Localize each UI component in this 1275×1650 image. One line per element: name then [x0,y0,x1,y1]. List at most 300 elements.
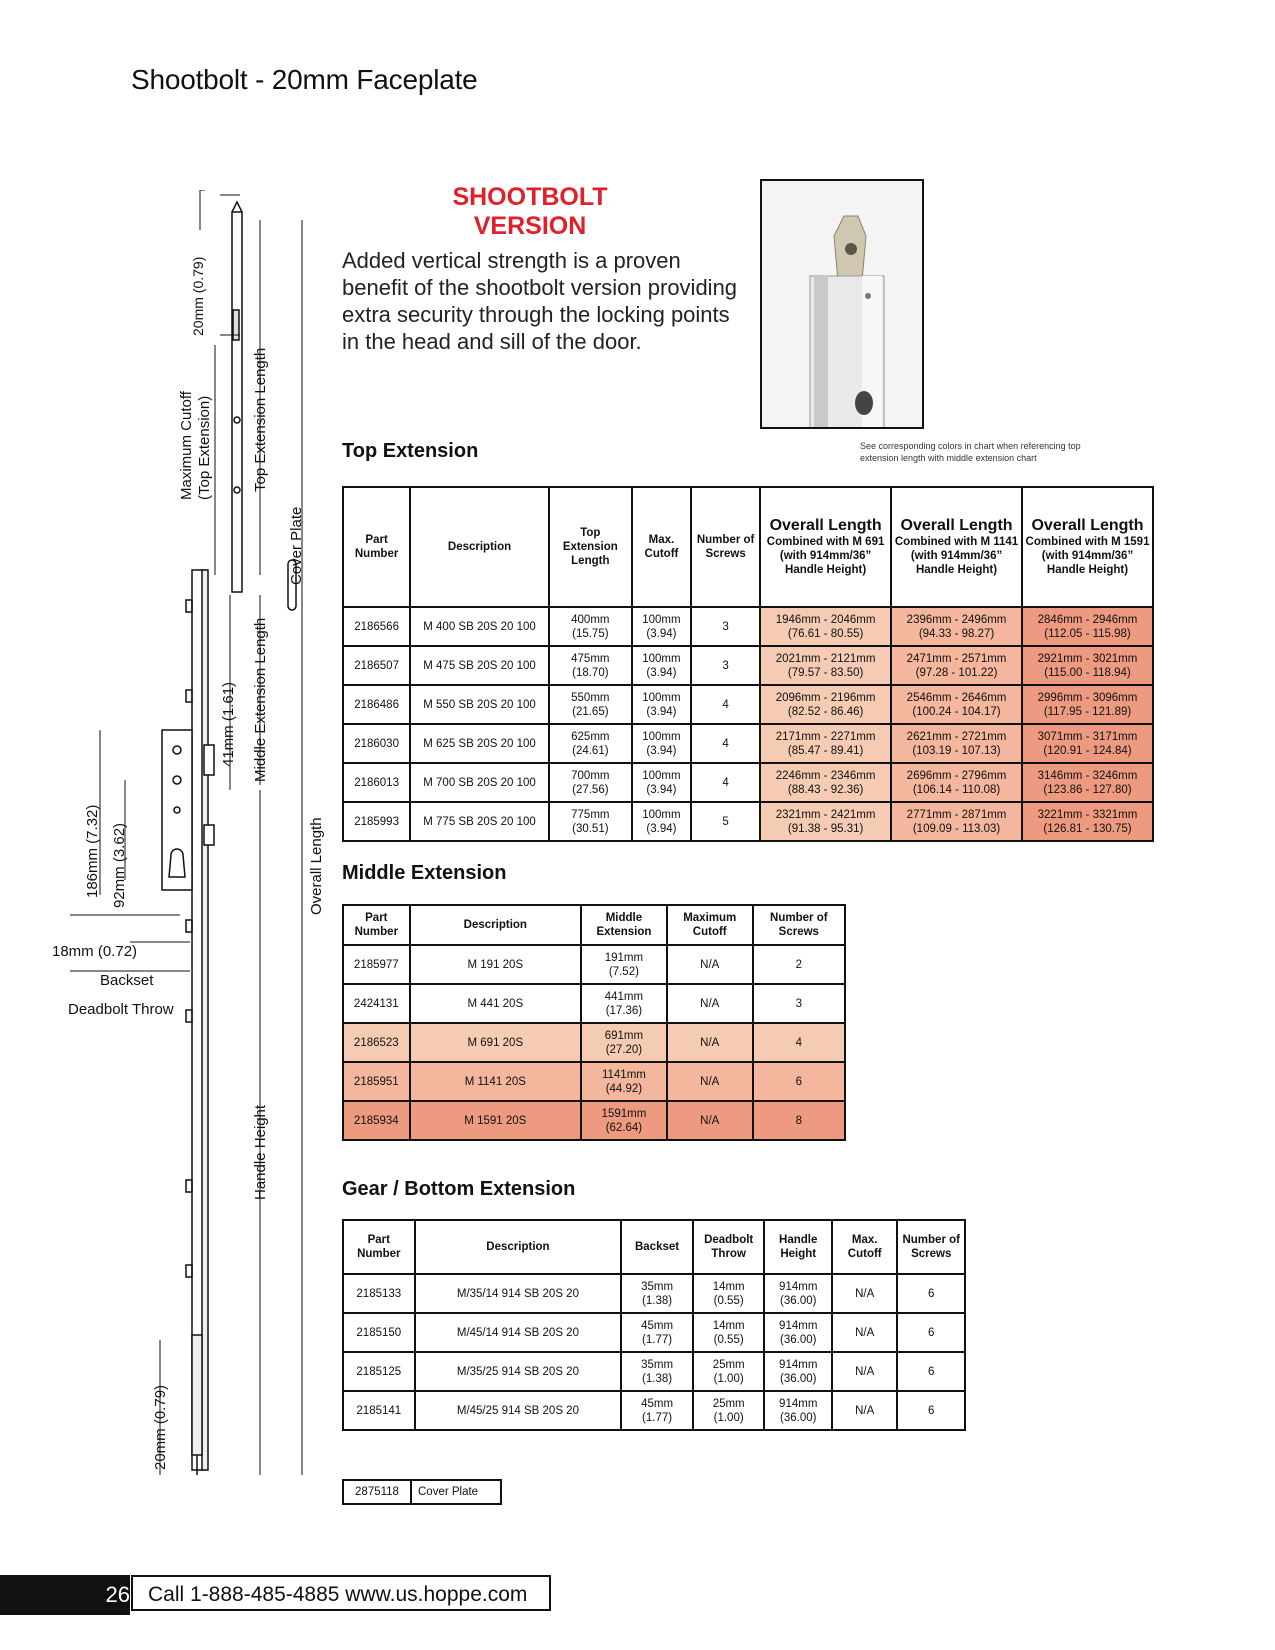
description-value: M 691 20S [467,1036,524,1049]
table-row [343,1352,965,1391]
top-length-value: 550mm [571,691,610,704]
top-length [549,724,632,763]
table-row [343,802,1153,841]
max-cutoff-value: N/A [700,997,720,1010]
screw-count-value: 8 [795,1114,802,1127]
ol3-main: Overall Length [1031,517,1144,534]
max-cutoff-value: N/A [700,1036,720,1049]
part-number-value: 2185125 [356,1365,402,1378]
description-value: M 775 SB 20S 20 100 [423,815,536,828]
part-number [343,1352,415,1391]
overall-length-label: Overall Length [308,817,325,915]
description [410,763,549,802]
backset [621,1274,693,1313]
overall-m1141-value: 2471mm - 2571mm [906,652,1007,665]
overall-m1591-value: 3221mm - 3321mm [1037,808,1138,821]
part-number-value: 2185150 [356,1326,402,1339]
max-cutoff-inches: (3.94) [646,822,677,835]
table-row [343,945,845,984]
top-length-inches: (15.75) [572,627,609,640]
deadbolt-throw-value: 25mm [712,1358,745,1371]
backset-inches: (1.38) [642,1372,673,1385]
overall-m1591-value: 3146mm - 3246mm [1037,769,1138,782]
mid-col-cutoff: Maximum Cutoff [667,905,753,945]
middle-length [581,1023,667,1062]
top-length [549,685,632,724]
max-cutoff [667,1023,753,1062]
screw-count-value: 6 [928,1326,935,1339]
overall-m691-inches: (85.47 - 89.41) [787,744,864,757]
description [415,1352,622,1391]
screw-count [691,724,760,763]
overall-m691-value: 2171mm - 2271mm [775,730,876,743]
part-number-value: 2186013 [354,776,399,789]
overall-m1591-value: 3071mm - 3171mm [1037,730,1138,743]
max-cutoff-sub-label: (Top Extension) [196,395,213,500]
handle-height-value: 914mm [779,1280,818,1293]
description-value: M 550 SB 20S 20 100 [423,698,536,711]
overall-m1141-inches: (103.19 - 107.13) [912,744,1001,757]
max-cutoff [667,945,753,984]
screw-count-value: 4 [722,776,729,789]
table-row [343,1101,845,1140]
max-cutoff-value: 100mm [642,652,681,665]
col-part: Part Number [343,487,410,607]
overall-m1141 [891,685,1022,724]
color-reference-note: See corresponding colors in chart when referencing top extension length with middle extension chart [860,441,1081,463]
max-cutoff [832,1313,897,1352]
description [410,802,549,841]
part-number [343,607,410,646]
deadbolt-throw-inches: (0.55) [713,1333,744,1346]
description [415,1313,622,1352]
top-length-value: 625mm [571,730,610,743]
handle-height [764,1391,832,1430]
page-title: Shootbolt - 20mm Faceplate [131,64,478,95]
middle-extension-table [342,904,846,1141]
top-length-inches: (24.61) [572,744,609,757]
handle-height-value: 914mm [779,1397,818,1410]
handle-height-inches: (36.00) [780,1372,817,1385]
screw-count [753,1062,845,1101]
col-overall-m1141 [891,487,1022,607]
backset-value: 45mm [641,1397,674,1410]
top-length-value: 475mm [571,652,610,665]
part-number [343,1274,415,1313]
overall-m1591 [1022,763,1153,802]
max-cutoff-value: N/A [855,1326,875,1339]
screw-count [691,685,760,724]
backset-value: 35mm [641,1358,674,1371]
overall-m1141-value: 2621mm - 2721mm [906,730,1007,743]
screw-count [753,1101,845,1140]
deadbolt-throw-value: 25mm [712,1397,745,1410]
description-value: M/45/14 914 SB 20S 20 [456,1326,579,1339]
part-number-value: 2424131 [353,997,399,1010]
description-value: M 191 20S [467,958,524,971]
deadbolt-throw [693,1352,765,1391]
mid-col-screws: Number of Screws [753,905,845,945]
max-cutoff [632,685,691,724]
middle-length-inches: (62.64) [605,1121,643,1134]
middle-length-inches: (44.92) [605,1082,643,1095]
part-number-value: 2186486 [354,698,399,711]
screw-count-value: 3 [795,997,802,1010]
part-number-value: 2186507 [354,659,399,672]
overall-m1141 [891,646,1022,685]
shootbolt-photo-drawing [762,181,922,427]
part-number [343,763,410,802]
top-extension-table [342,486,1154,842]
table-row [343,1274,965,1313]
top-length [549,763,632,802]
top-length [549,607,632,646]
overall-m1591 [1022,646,1153,685]
part-number [343,646,410,685]
dim-186-label: 186mm (7.32) [84,804,101,898]
middle-length-inches: (17.36) [605,1004,643,1017]
top-length-value: 400mm [571,613,610,626]
max-cutoff [667,984,753,1023]
top-length-inches: (21.65) [572,705,609,718]
shootbolt-heading [400,183,660,241]
part-number-value: 2186030 [354,737,399,750]
description-value: M 400 SB 20S 20 100 [423,620,536,633]
middle-length [581,1101,667,1140]
overall-m691-inches: (91.38 - 95.31) [787,822,864,835]
ol3-sub: Combined with M 1591 (with 914mm/36” Handle Height) [1025,536,1150,576]
shootbolt-description: Added vertical strength is a proven benefit of the shootbolt version providing extra security through the locking points in the head and sill of the door. [342,248,738,354]
screw-count-value: 2 [795,958,802,971]
mid-col-description: Description [410,905,581,945]
middle-length-value: 1141mm [601,1068,646,1081]
backset-value: 45mm [641,1319,674,1332]
overall-m1141 [891,763,1022,802]
max-cutoff-value: 100mm [642,691,681,704]
screw-count [897,1274,965,1313]
cover-plate-table [342,1479,502,1505]
max-cutoff-inches: (3.94) [646,705,677,718]
shootbolt-heading-line2: VERSION [473,212,587,240]
max-cutoff-value: N/A [855,1404,875,1417]
description [415,1391,622,1430]
overall-m1141-value: 2771mm - 2871mm [906,808,1007,821]
description [410,1101,581,1140]
overall-m1141-inches: (100.24 - 104.17) [912,705,1001,718]
overall-m691-inches: (79.57 - 83.50) [787,666,864,679]
overall-m1141-value: 2696mm - 2796mm [906,769,1007,782]
gear-col-handle: Handle Height [764,1220,832,1274]
overall-m1591 [1022,607,1153,646]
backset [621,1352,693,1391]
col-description: Description [410,487,549,607]
ol2-sub: Combined with M 1141 (with 914mm/36” Handle Height) [894,536,1019,576]
top-extension-title: Top Extension [342,440,479,462]
screw-count [897,1313,965,1352]
overall-m691 [760,724,891,763]
part-number [343,984,410,1023]
overall-m1591 [1022,802,1153,841]
max-cutoff-value: N/A [855,1287,875,1300]
overall-m1141-value: 2546mm - 2646mm [906,691,1007,704]
overall-m1591-inches: (123.86 - 127.80) [1043,783,1132,796]
deadbolt-throw-inches: (1.00) [713,1372,744,1385]
backset [621,1391,693,1430]
backset [621,1313,693,1352]
screw-count-value: 5 [722,815,729,828]
handle-height-label: Handle Height [252,1104,269,1200]
overall-m691-value: 1946mm - 2046mm [775,613,876,626]
overall-m691 [760,763,891,802]
middle-length-value: 191mm [604,951,644,964]
overall-m1141 [891,607,1022,646]
gear-col-backset: Backset [621,1220,693,1274]
gear-col-cutoff: Max. Cutoff [832,1220,897,1274]
overall-m1591-value: 2846mm - 2946mm [1037,613,1138,626]
shootbolt-photo [760,179,924,429]
part-number [343,1062,410,1101]
description-value: M 700 SB 20S 20 100 [423,776,536,789]
table-row [343,607,1153,646]
cover-plate-desc: Cover Plate [411,1480,501,1504]
max-cutoff [832,1274,897,1313]
overall-m1591 [1022,724,1153,763]
backset-inches: (1.77) [642,1333,673,1346]
gear-extension-table [342,1219,966,1431]
part-number [343,1391,415,1430]
table-row [343,1391,965,1430]
table-row [343,685,1153,724]
part-number [343,945,410,984]
part-number [343,685,410,724]
max-cutoff [667,1101,753,1140]
table-row [343,646,1153,685]
mid-col-part: Part Number [343,905,410,945]
overall-m1591-inches: (115.00 - 118.94) [1044,666,1131,679]
max-cutoff [632,724,691,763]
middle-length-value: 1591mm [601,1107,647,1120]
overall-m1141-inches: (97.28 - 101.22) [915,666,998,679]
part-number-value: 2186566 [354,620,399,633]
description-value: M/35/14 914 SB 20S 20 [456,1287,579,1300]
overall-m1141 [891,802,1022,841]
part-number-value: 2185141 [356,1404,402,1417]
max-cutoff [632,607,691,646]
description-value: M 475 SB 20S 20 100 [423,659,536,672]
description [410,685,549,724]
overall-m1141-inches: (94.33 - 98.27) [918,627,995,640]
handle-height-inches: (36.00) [780,1294,817,1307]
max-cutoff-value: N/A [855,1365,875,1378]
middle-length-value: 441mm [604,990,644,1003]
max-cutoff [667,1062,753,1101]
top-length [549,646,632,685]
max-cutoff-value: N/A [700,1114,720,1127]
shootbolt-heading-line1: SHOOTBOLT [452,183,608,211]
overall-m1591-inches: (126.81 - 130.75) [1043,822,1132,835]
backset-label: Backset [100,972,154,989]
screw-count [691,802,760,841]
screw-count-value: 6 [795,1075,802,1088]
part-number [343,1023,410,1062]
screw-count [897,1352,965,1391]
description [410,1023,581,1062]
screw-count-value: 4 [795,1036,802,1049]
gear-col-part: Part Number [343,1220,415,1274]
max-cutoff-value: 100mm [642,808,681,821]
part-number [343,724,410,763]
top-length-inches: (27.56) [572,783,609,796]
description [410,646,549,685]
dim-92-label: 92mm (3.62) [111,822,128,908]
description-value: M/35/25 914 SB 20S 20 [456,1365,579,1378]
middle-length [581,945,667,984]
top-length-inches: (18.70) [572,666,609,679]
max-cutoff-value: 100mm [642,769,681,782]
description [410,984,581,1023]
description [410,945,581,984]
handle-height-inches: (36.00) [780,1333,817,1346]
description-value: M 441 20S [467,997,524,1010]
col-screws: Number of Screws [691,487,760,607]
top-length-value: 775mm [571,808,610,821]
middle-length-value: 691mm [604,1029,644,1042]
max-cutoff [632,646,691,685]
col-overall-m691 [760,487,891,607]
top-length-inches: (30.51) [572,822,609,835]
max-cutoff [632,802,691,841]
part-number-value: 2185934 [353,1114,399,1127]
overall-m691 [760,685,891,724]
deadbolt-throw [693,1274,765,1313]
screw-count-value: 6 [928,1287,935,1300]
overall-m691-value: 2321mm - 2421mm [775,808,876,821]
page-number-text: 26 [105,1582,130,1607]
top-length-value: 700mm [571,769,610,782]
deadbolt-throw-inches: (0.55) [713,1294,744,1307]
description [415,1274,622,1313]
overall-m691 [760,646,891,685]
middle-length [581,984,667,1023]
overall-m691-value: 2096mm - 2196mm [775,691,876,704]
gear-col-deadbolt: Deadbolt Throw [693,1220,765,1274]
col-overall-m1591 [1022,487,1153,607]
backset-inches: (1.77) [642,1411,673,1424]
handle-height-inches: (36.00) [780,1411,817,1424]
overall-m1591-value: 2921mm - 3021mm [1037,652,1138,665]
handle-height-value: 914mm [779,1358,818,1371]
max-cutoff-inches: (3.94) [646,627,677,640]
top-cutoff-label: 20mm (0.79) [190,256,206,336]
deadbolt-throw [693,1313,765,1352]
max-cutoff-value: N/A [700,958,720,971]
overall-m691 [760,607,891,646]
screw-count-value: 6 [928,1365,935,1378]
middle-length [581,1062,667,1101]
screw-count-value: 6 [928,1404,935,1417]
gear-col-screws: Number of Screws [897,1220,965,1274]
backset-inches: (1.38) [642,1294,673,1307]
description [410,724,549,763]
overall-m1591-inches: (117.95 - 121.89) [1043,705,1132,718]
middle-length-inches: (27.20) [605,1043,643,1056]
gear-extension-title: Gear / Bottom Extension [342,1178,576,1200]
part-number-value: 2185993 [354,815,399,828]
max-cutoff-value: N/A [700,1075,720,1088]
overall-m691-inches: (88.43 - 92.36) [787,783,864,796]
backset-value: 35mm [641,1280,674,1293]
screw-count [753,1023,845,1062]
bottom-cutoff-label: 20mm (0.79) [152,1384,169,1470]
handle-height [764,1352,832,1391]
part-number [343,802,410,841]
screw-count-value: 4 [722,698,729,711]
max-cutoff-label: Maximum Cutoff [178,391,195,500]
screw-count [753,945,845,984]
overall-m1591-inches: (112.05 - 115.98) [1044,627,1131,640]
screw-count [897,1391,965,1430]
ol1-sub: Combined with M 691 (with 914mm/36” Handle Height) [766,536,885,576]
overall-m1141-inches: (106.14 - 110.08) [912,783,1001,796]
top-length [549,802,632,841]
screw-count-value: 3 [722,659,729,672]
deadbolt-throw-value: 14mm [712,1319,745,1332]
screw-count [753,984,845,1023]
description-value: M 1591 20S [464,1114,527,1127]
description-value: M 625 SB 20S 20 100 [423,737,536,750]
middle-extension-length-label: Middle Extension Length [252,617,269,782]
deadbolt-throw-value: 14mm [712,1280,745,1293]
table-row [343,1062,845,1101]
description [410,607,549,646]
max-cutoff-inches: (3.94) [646,783,677,796]
col-top-length: Top Extension Length [549,487,632,607]
table-row [343,1313,965,1352]
top-extension-length-label: Top Extension Length [252,347,269,492]
overall-m1141 [891,724,1022,763]
deadbolt-throw-inches: (1.00) [713,1411,744,1424]
footer-contact: Call 1-888-485-4885 www.us.hoppe.com [131,1575,551,1611]
screw-count [691,607,760,646]
deadbolt-throw [693,1391,765,1430]
max-cutoff-inches: (3.94) [646,744,677,757]
handle-height [764,1274,832,1313]
screw-count-value: 4 [722,737,729,750]
part-number [343,1313,415,1352]
screw-count-value: 3 [722,620,729,633]
part-number-value: 2185133 [356,1287,402,1300]
screw-count [691,646,760,685]
middle-extension-title: Middle Extension [342,862,507,884]
overall-m1141-value: 2396mm - 2496mm [906,613,1007,626]
handle-height [764,1313,832,1352]
overall-m1141-inches: (109.09 - 113.03) [912,822,1001,835]
screw-count [691,763,760,802]
description [410,1062,581,1101]
part-number-value: 2186523 [353,1036,399,1049]
handle-height-value: 914mm [779,1319,818,1332]
description-value: M 1141 20S [464,1075,526,1088]
mid-col-length: Middle Extension [581,905,667,945]
max-cutoff [832,1391,897,1430]
part-number [343,1101,410,1140]
deadbolt-throw-label: Deadbolt Throw [68,1001,174,1018]
part-number-value: 2185977 [353,958,399,971]
part-number-value: 2185951 [353,1075,399,1088]
gear-col-description: Description [415,1220,622,1274]
overall-m691-value: 2021mm - 2121mm [775,652,876,665]
cover-plate-part: 2875118 [343,1480,411,1504]
